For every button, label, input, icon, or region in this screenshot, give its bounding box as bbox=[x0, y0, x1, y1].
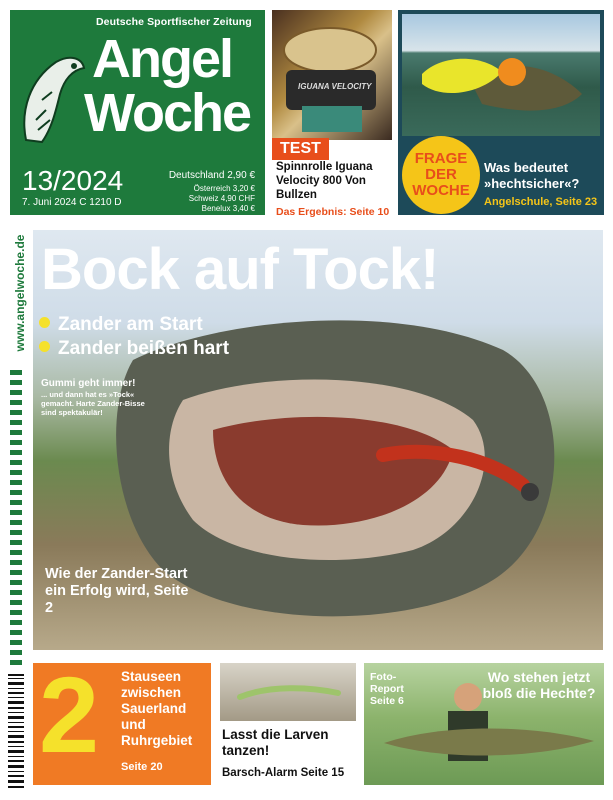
teaser-stauseen[interactable] bbox=[33, 654, 211, 785]
frage-der-woche-badge bbox=[402, 136, 480, 214]
reel-icon bbox=[272, 10, 392, 140]
stauseen-page: Seite 20 bbox=[121, 761, 163, 773]
larva-lure-image bbox=[220, 663, 356, 721]
stauseen-text: Stauseen zwischen Sauerland und Ruhrgebiet bbox=[121, 669, 193, 748]
teaser-frage-der-woche[interactable] bbox=[398, 10, 604, 215]
teaser-hecht[interactable] bbox=[364, 663, 604, 785]
badge-line-woche: WOCHE bbox=[412, 182, 470, 199]
spinnrolle-title: Spinnrolle Iguana Velocity 800 Von Bullzen bbox=[276, 161, 373, 201]
big-number-two: 2 bbox=[39, 654, 100, 775]
logo-angel: Angel bbox=[92, 29, 233, 89]
test-badge: TEST bbox=[272, 138, 329, 160]
price-benelux: Benelux 3,40 € bbox=[201, 204, 255, 213]
reel-label: IGUANA VELOCITY bbox=[298, 82, 372, 91]
website-url[interactable] bbox=[10, 228, 27, 363]
cover-photo bbox=[33, 230, 603, 650]
logo-woche: Woche bbox=[84, 83, 251, 143]
bullet-zander-beissen-hart bbox=[39, 338, 229, 360]
barsch-title: Lasst die Larven tanzen! bbox=[222, 727, 329, 758]
cover-headline: Bock auf Tock! bbox=[41, 237, 439, 302]
angelschule-link[interactable]: Angelschule, Seite 23 bbox=[484, 196, 598, 208]
issue-date: 7. Juni 2024 C 1210 D bbox=[22, 197, 122, 208]
spinnrolle-result: Das Ergebnis: Seite 10 bbox=[276, 206, 390, 218]
side-stripes bbox=[10, 370, 22, 670]
masthead bbox=[10, 10, 265, 215]
foto-report-label: Foto-Report Seite 6 bbox=[370, 671, 404, 707]
bullet-zander-am-start bbox=[39, 314, 203, 336]
teaser-spinnrolle[interactable] bbox=[272, 10, 392, 218]
price-de: Deutschland 2,90 € bbox=[168, 170, 255, 181]
price-at: Österreich 3,20 € bbox=[193, 184, 255, 193]
gummi-caption: ... und dann hat es »Tock« gemacht. Harte Zander-Bisse sind spektakulär! bbox=[41, 390, 145, 417]
question-text: Was bedeutet »hechtsicher«? bbox=[484, 160, 580, 191]
price-ch: Schweiz 4,90 CHF bbox=[188, 194, 255, 203]
reel-image bbox=[272, 10, 392, 140]
barsch-tag: Barsch-Alarm Seite 15 bbox=[222, 767, 345, 779]
badge-line-frage: FRAGE bbox=[414, 150, 468, 167]
badge-line-der: DER bbox=[425, 166, 457, 183]
bullet-text-2: Zander beißen hart bbox=[58, 338, 230, 359]
pike-logo-icon bbox=[16, 50, 88, 146]
website-url-text[interactable]: www.angelwoche.de bbox=[13, 234, 27, 352]
barcode bbox=[6, 672, 26, 790]
zander-start-story: Wie der Zander-Start ein Erfolg wird, Seite 2 bbox=[45, 566, 189, 616]
pike-lure-image bbox=[402, 14, 600, 136]
tagline: Deutsche Sportfischer Zeitung bbox=[96, 16, 252, 28]
hecht-question: Wo stehen jetzt bloß die Hechte? bbox=[482, 669, 596, 701]
gummi-heading: Gummi geht immer! bbox=[41, 378, 136, 389]
bullet-text-1: Zander am Start bbox=[58, 314, 203, 335]
teaser-barsch[interactable] bbox=[220, 663, 356, 785]
issue-number: 13/2024 bbox=[22, 165, 124, 196]
